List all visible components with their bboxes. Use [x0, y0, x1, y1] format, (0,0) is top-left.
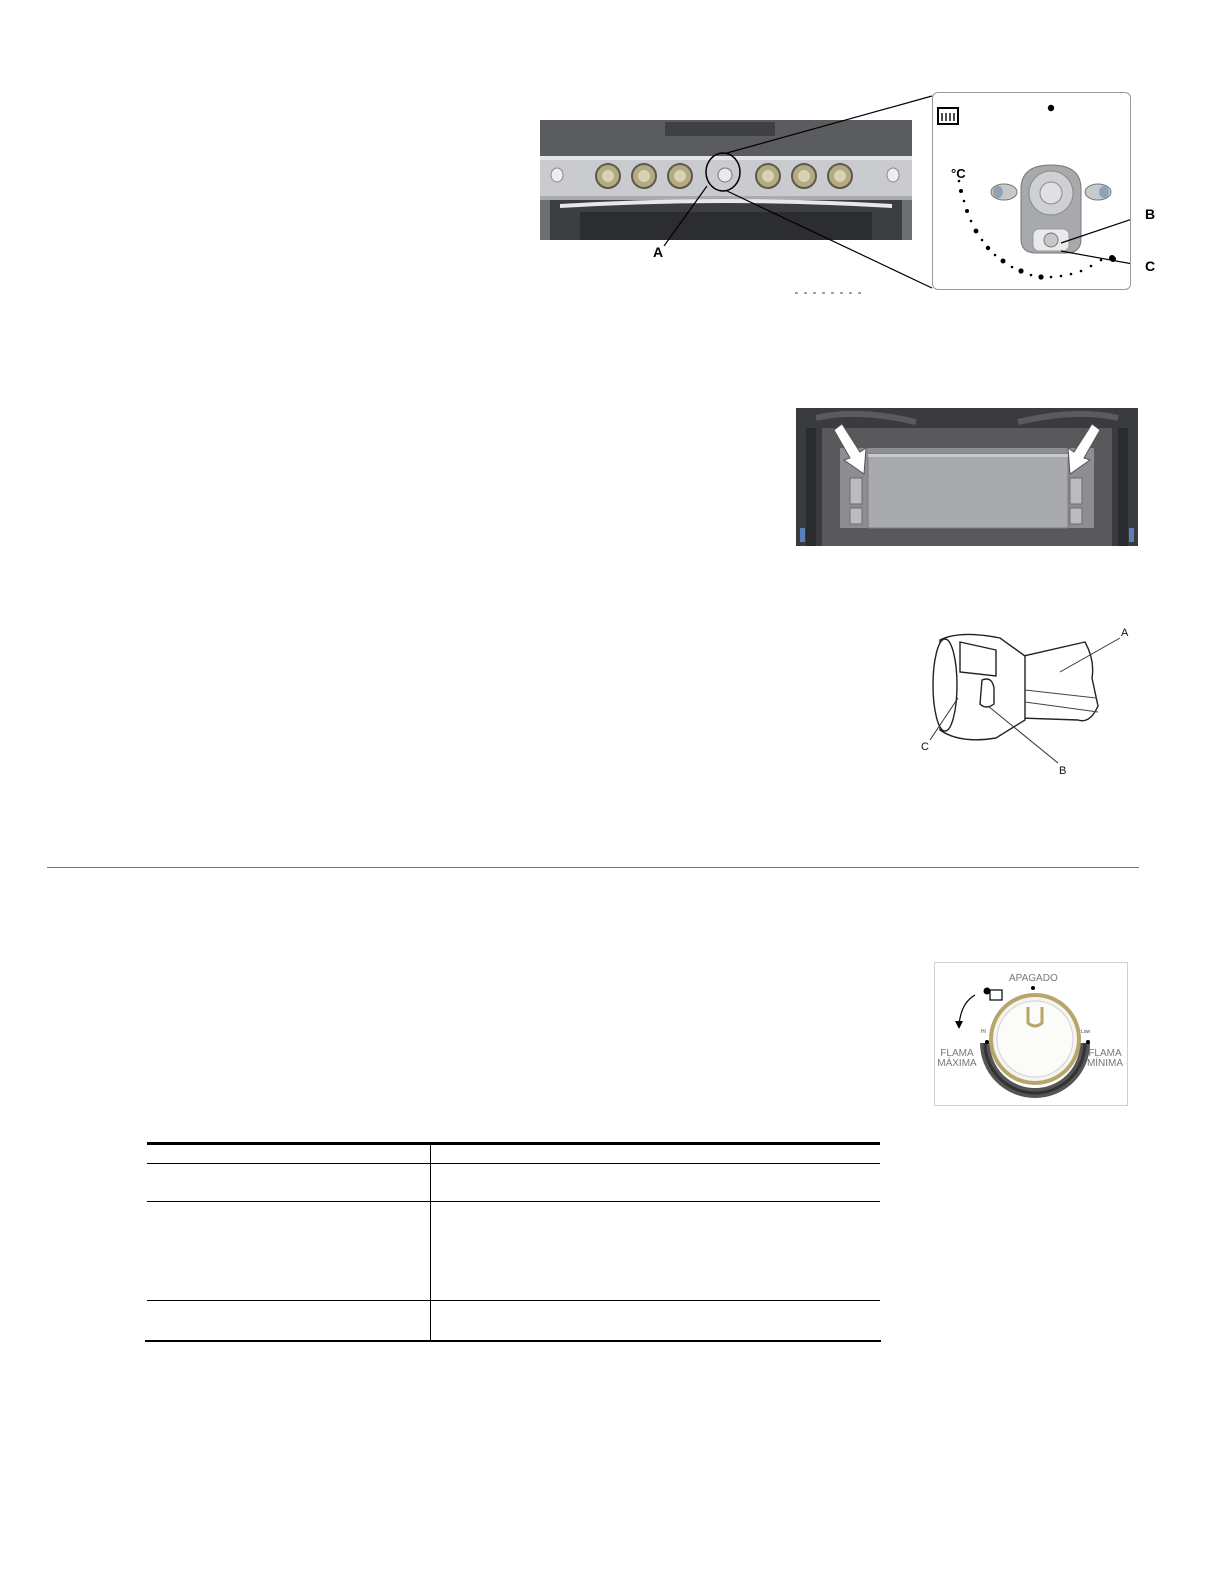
- knob-detail-box: [932, 92, 1131, 290]
- table-top-rule: [147, 1142, 880, 1145]
- connector-callout-b: B: [1059, 765, 1067, 777]
- dial-low-label: Low: [1081, 1029, 1091, 1035]
- knob-detail-illustration: [933, 93, 1130, 289]
- connector-callout-a: A: [1121, 627, 1129, 639]
- oven-interior-illustration: [796, 408, 1138, 546]
- table-column-divider: [430, 1142, 431, 1341]
- callout-c-label: C: [1145, 258, 1156, 274]
- connector-figure: [900, 620, 1140, 790]
- dial-max-line1: FLAMA: [940, 1048, 974, 1059]
- callout-a-label: A: [653, 244, 664, 260]
- dial-min-line1: FLAMA: [1088, 1048, 1122, 1059]
- dial-max-line2: MÁXIMA: [937, 1058, 977, 1069]
- connector-illustration: [900, 620, 1140, 790]
- table-row-rule: [147, 1201, 880, 1202]
- dial-min-flame-label: [1083, 1049, 1127, 1069]
- oven-heat-icon: [938, 108, 958, 124]
- oven-interior-figure: [796, 408, 1138, 546]
- section-divider: [47, 867, 1139, 868]
- table-bottom-rule: [145, 1340, 881, 1342]
- dial-max-flame-label: [935, 1049, 979, 1069]
- table-row-rule: [147, 1300, 880, 1301]
- table-row-rule: [147, 1163, 880, 1164]
- dial-hi-label: Hi: [981, 1029, 986, 1035]
- burner-knob-figure: [934, 962, 1128, 1106]
- ignition-spark-icon: [984, 988, 1003, 1001]
- unit-celsius-label: °C: [951, 166, 966, 181]
- connector-callout-c: C: [921, 741, 929, 753]
- dial-min-line2: MÍNIMA: [1086, 1058, 1124, 1069]
- burner-knob-illustration: [935, 963, 1127, 1105]
- callout-b-label: B: [1145, 206, 1156, 222]
- dial-off-label: APAGADO: [1009, 973, 1058, 984]
